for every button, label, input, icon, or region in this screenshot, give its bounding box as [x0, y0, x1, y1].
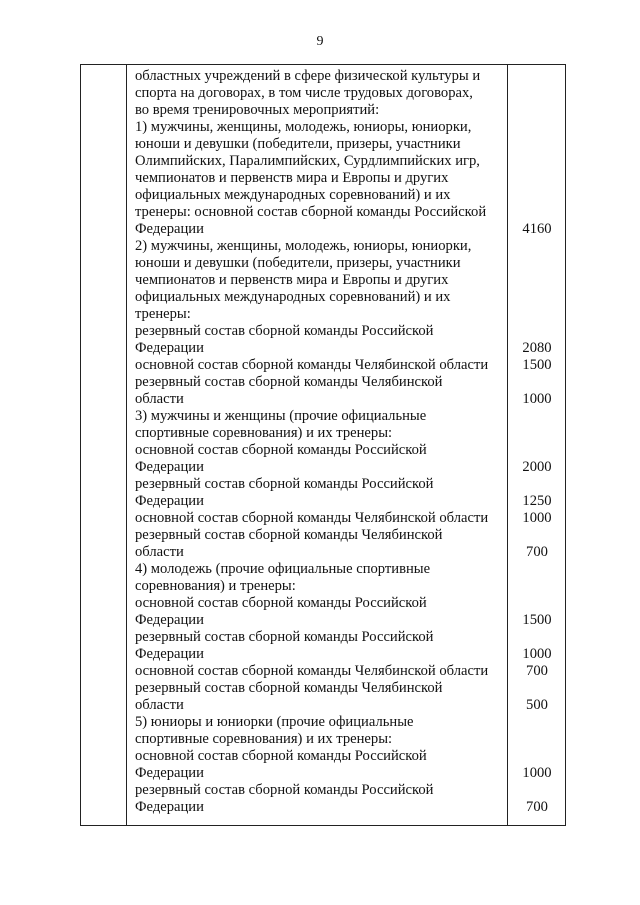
table-row	[81, 85, 567, 102]
row-text: официальных международных соревнований) и их	[135, 289, 451, 305]
row-text: во время тренировочных мероприятий:	[135, 102, 380, 118]
row-text: тренеры:	[135, 306, 191, 322]
row-value: 700	[526, 799, 548, 815]
row-text: юноши и девушки (победители, призеры, участники	[135, 136, 461, 152]
table-row	[81, 374, 567, 391]
row-text: официальных международных соревнований) и их	[135, 187, 451, 203]
table-row	[81, 595, 567, 612]
row-text: спортивные соревнования) и их тренеры:	[135, 731, 393, 747]
table-row	[81, 255, 567, 272]
row-text: Федерации	[135, 646, 204, 662]
row-value: 2000	[522, 459, 552, 475]
table-row	[81, 663, 567, 680]
row-text: областных учреждений в сфере физической культуры и	[135, 68, 481, 84]
row-text: резервный состав сборной команды Челябинской	[135, 374, 443, 390]
table-row	[81, 323, 567, 340]
table-row	[81, 136, 567, 153]
row-value: 1000	[522, 510, 552, 526]
table-row	[81, 391, 567, 408]
table-row	[81, 493, 567, 510]
row-text: основной состав сборной команды Российской	[135, 748, 427, 764]
row-text: резервный состав сборной команды Челябинской	[135, 527, 443, 543]
table-row	[81, 510, 567, 527]
table-row	[81, 748, 567, 765]
row-value: 500	[526, 697, 548, 713]
table-row	[81, 425, 567, 442]
table-row	[81, 306, 567, 323]
table-row	[81, 272, 567, 289]
table-row	[81, 221, 567, 238]
row-text: основной состав сборной команды Российской	[135, 595, 427, 611]
payment-table	[80, 64, 566, 826]
row-text: соревнования) и тренеры:	[135, 578, 296, 594]
row-text: области	[135, 697, 184, 713]
row-text: Федерации	[135, 493, 204, 509]
row-text: Федерации	[135, 459, 204, 475]
row-value: 1000	[522, 765, 552, 781]
table-row	[81, 204, 567, 221]
table-row	[81, 782, 567, 799]
table-row	[81, 340, 567, 357]
row-value: 1500	[522, 357, 552, 373]
table-row	[81, 578, 567, 595]
table-row	[81, 187, 567, 204]
table-row	[81, 238, 567, 255]
row-value: 1250	[522, 493, 552, 509]
row-text: резервный состав сборной команды Российской	[135, 782, 434, 798]
table-row	[81, 442, 567, 459]
table-row	[81, 68, 567, 85]
table-row	[81, 119, 567, 136]
table-row	[81, 153, 567, 170]
row-text: основной состав сборной команды Челябинской области	[135, 510, 489, 526]
row-text: 3) мужчины и женщины (прочие официальные	[135, 408, 427, 424]
table-row	[81, 646, 567, 663]
table-row	[81, 731, 567, 748]
row-text: 4) молодежь (прочие официальные спортивные	[135, 561, 431, 577]
row-text: основной состав сборной команды Челябинской области	[135, 357, 489, 373]
row-text: 1) мужчины, женщины, молодежь, юниоры, юниорки,	[135, 119, 472, 135]
row-text: юноши и девушки (победители, призеры, участники	[135, 255, 461, 271]
table-row	[81, 561, 567, 578]
row-value: 1000	[522, 646, 552, 662]
row-text: резервный состав сборной команды Российской	[135, 323, 434, 339]
row-text: области	[135, 391, 184, 407]
table-row	[81, 527, 567, 544]
table-row	[81, 408, 567, 425]
row-value: 4160	[522, 221, 552, 237]
row-text: чемпионатов и первенств мира и Европы и других	[135, 170, 449, 186]
row-text: тренеры: основной состав сборной команды Российской	[135, 204, 487, 220]
row-text: резервный состав сборной команды Челябинской	[135, 680, 443, 696]
table-row	[81, 612, 567, 629]
row-text: Федерации	[135, 340, 204, 356]
table-row	[81, 102, 567, 119]
row-value: 1500	[522, 612, 552, 628]
table-row	[81, 799, 567, 816]
row-text: Федерации	[135, 612, 204, 628]
row-value: 700	[526, 663, 548, 679]
row-text: 2) мужчины, женщины, молодежь, юниоры, юниорки,	[135, 238, 472, 254]
row-text: основной состав сборной команды Российской	[135, 442, 427, 458]
table-row	[81, 714, 567, 731]
page-number: 9	[316, 34, 324, 49]
row-text: спортивные соревнования) и их тренеры:	[135, 425, 393, 441]
table-row	[81, 544, 567, 561]
table-row	[81, 697, 567, 714]
row-text: Федерации	[135, 799, 204, 815]
row-text: резервный состав сборной команды Российской	[135, 476, 434, 492]
table-row	[81, 357, 567, 374]
row-value: 1000	[522, 391, 552, 407]
row-value: 700	[526, 544, 548, 560]
table-row	[81, 476, 567, 493]
table-row	[81, 765, 567, 782]
row-text: Федерации	[135, 221, 204, 237]
row-text: резервный состав сборной команды Российской	[135, 629, 434, 645]
table-row	[81, 170, 567, 187]
row-text: основной состав сборной команды Челябинской области	[135, 663, 489, 679]
row-value: 2080	[522, 340, 552, 356]
table-row	[81, 459, 567, 476]
table-row	[81, 289, 567, 306]
row-text: чемпионатов и первенств мира и Европы и других	[135, 272, 449, 288]
table-row	[81, 629, 567, 646]
row-text: Олимпийских, Паралимпийских, Сурдлимпийских игр,	[135, 153, 480, 169]
row-text: 5) юниоры и юниорки (прочие официальные	[135, 714, 414, 730]
row-text: спорта на договорах, в том числе трудовых договорах,	[135, 85, 473, 101]
row-text: Федерации	[135, 765, 204, 781]
row-text: области	[135, 544, 184, 560]
table-row	[81, 680, 567, 697]
